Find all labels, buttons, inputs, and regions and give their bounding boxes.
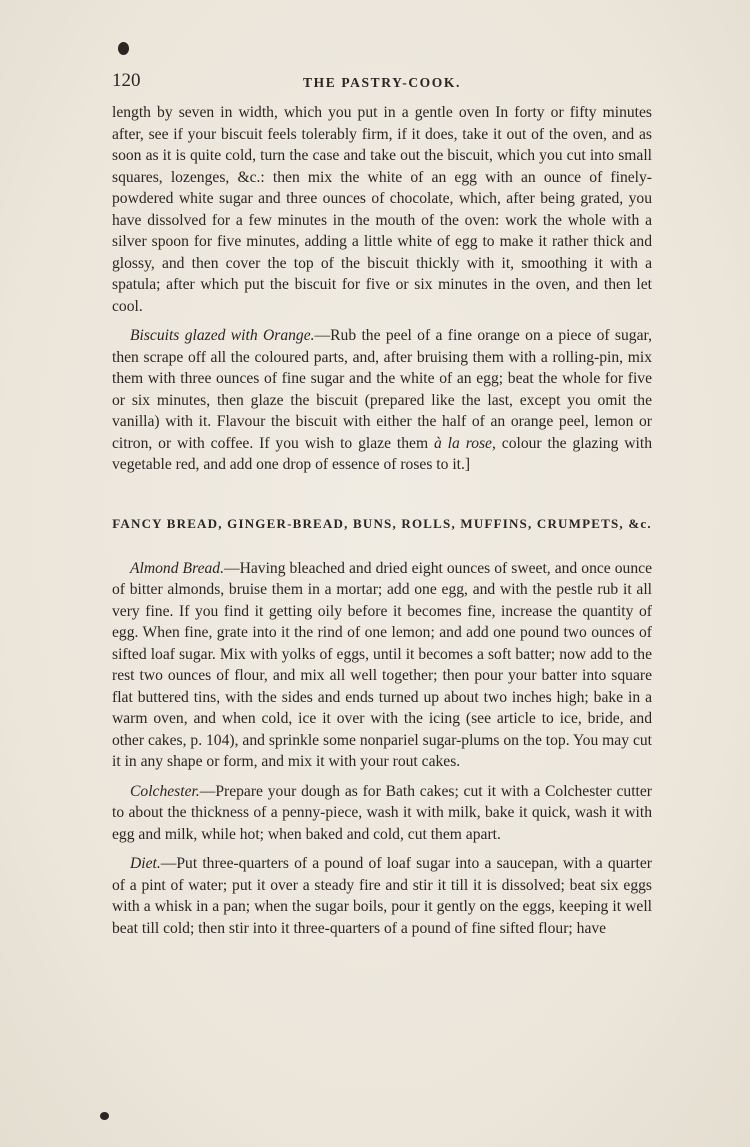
paragraph: length by seven in width, which you put in a gentle oven In forty or fifty minutes after, see if your biscuit feels tolerably firm, if it does, take it out of the oven, and as soon as it is quite cold, turn the case and take out the biscuit, which you cut into small squares, lozenges, &c.: then mix the white of an egg with an ounce of finely-powdered white sugar and three ounces of chocolate, which, after being grated, you have dissolved for a few minutes in the mouth of the oven: work the whole with a silver spoon for five minutes, adding a little white of egg to make it rather thick and glossy, and then cover the top of the biscuit thickly with it, smoothing it with a spatula; after which put the biscuit for five or six minutes in the oven, and then let cool. <box>112 104 652 315</box>
page-header <box>112 70 652 100</box>
page-body <box>112 102 652 939</box>
italic-phrase: à la rose, <box>433 434 496 452</box>
ink-blot <box>118 42 129 55</box>
recipe-text: —Rub the peel of a fine orange on a piece of sugar, then scrape off all the coloured parts, and, after bruising them with a rolling-pin, mix them with three ounces of fine sugar and the white of an egg; beat the whole for five or six minutes, then glaze the biscuit (prepared like the last, except you omit the vanilla) with it. Flavour the biscuit with either the half of an orange peel, lemon or citron, or with coffee. If you wish to glaze them <box>112 327 652 452</box>
recipe-title: Biscuits glazed with Orange. <box>130 327 315 344</box>
ink-blot <box>100 1112 109 1120</box>
page-number: 120 <box>112 70 141 91</box>
recipe-text: —Having bleached and dried eight ounces of sweet, and once ounce of bitter almonds, bruise them in a mortar; add one egg, and with the pestle rub it all very fine. If you find it getting oily before it becomes fine, increase the quantity of egg. When fine, grate into it the rind of one lemon; and add one pound two ounces of sifted loaf sugar. Mix with yolks of eggs, until it becomes a soft batter; now add to the rest two ounces of flour, and mix all well together; then pour your batter into square flat buttered tins, with the sides and ends turned up about two inches high; bake in a warm oven, and when cold, ice it over with the icing (see article to ice, bride, and other cakes, p. 104), and sprinkle some nonpariel sugar-plums on the top. You may cut it in any shape or form, and mix it with your rout cakes. <box>112 559 652 770</box>
paragraph <box>112 325 652 476</box>
paragraph <box>112 558 652 773</box>
recipe-text: colour the glazing with vegetable red, and add one drop of essence of roses to it.] <box>112 434 652 473</box>
running-title: THE PASTRY-COOK. <box>303 75 461 90</box>
recipe-text: —Prepare your dough as for Bath cakes; cut it with a Colchester cutter to about the thickness of a penny-piece, wash it with milk, bake it quick, wash it with egg and milk, while hot; when baked and cold, cut them apart. <box>112 782 652 843</box>
recipe-title: Colchester. <box>130 782 200 800</box>
recipe-title: Almond Bread. <box>130 559 224 577</box>
paragraph <box>112 853 652 939</box>
recipe-text: —Put three-quarters of a pound of loaf sugar into a saucepan, with a quarter of a pint of water; put it over a steady fire and stir it till it is dissolved; beat six eggs with a whisk in a pan; when the sugar boils, pour it gently on the eggs, keeping it well beat till cold; then stir into it three-quarters of a pound of fine sifted flour; have <box>112 855 652 937</box>
section-title: FANCY BREAD, GINGER-BREAD, BUNS, ROLLS, MUFFINS, CRUMPETS, &c. <box>112 515 652 531</box>
paragraph <box>112 781 652 846</box>
recipe-title: Diet. <box>130 855 161 872</box>
